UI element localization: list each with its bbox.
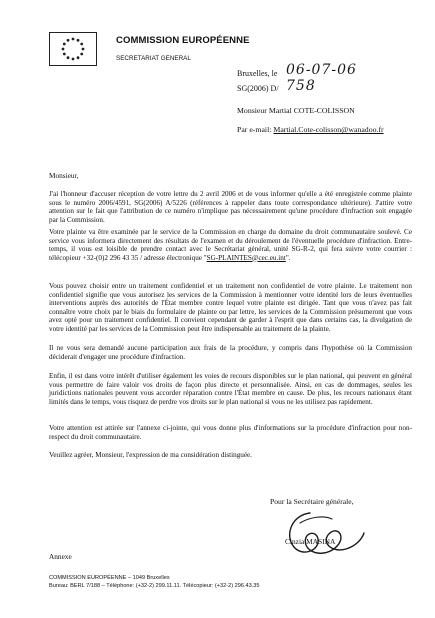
annex-label: Annexe	[49, 552, 72, 561]
paragraph-costs: Il ne vous sera demandé aucune participation aux frais de la procédure, y compris dans l'hypothèse où la Commission déciderait d'engager une procédure d'infraction.	[49, 344, 412, 361]
recipient-name: Monsieur Martial COTE-COLISSON	[237, 106, 355, 115]
paragraph-annex-info: Votre attention est attirée sur l'annexe ci-jointe, qui vous donne plus d'informations sur la procédure d'infraction pour non-respect du droit communautaire.	[49, 424, 412, 441]
recipient-email-line	[237, 125, 384, 134]
footer-address: COMMISSION EUROPÉENNE – 1049 Bruxelles	[49, 575, 170, 581]
eu-stars-logo-icon	[49, 32, 97, 66]
complaints-email-link[interactable]: SG-PLAINTES@cec.eu.int	[206, 253, 286, 262]
place-label: Bruxelles, le	[237, 69, 278, 78]
paragraph-acknowledgement: J'ai l'honneur d'accuser réception de votre lettre du 2 avril 2006 et de vous informer qu'elle a été enregistrée comme plainte sous le numéro 2006/4591, SG(2006) A/5226 (références à rappeler dans toute correspondance ultérieure). J'attire votre attention sur le fait que l'attribution de ce numéro n'implique pas nécessairement qu'une procédure d'infraction soit engagée par la Commission.	[49, 190, 412, 224]
paragraph-closing: Veuillez agréer, Monsieur, l'expression de ma considération distinguée.	[49, 451, 252, 459]
salutation: Monsieur,	[49, 171, 79, 180]
signature-closing: Pour la Secrétaire générale,	[270, 497, 354, 506]
paragraph-examination-end: ".	[285, 253, 291, 262]
handwritten-date: 06-07-06	[286, 62, 357, 78]
paragraph-examination	[49, 228, 412, 262]
paragraph-examination-text: Votre plainte va être examinée par le service de la Commission en charge du domaine du droit communautaire soulevé. Ce service vous informera directement des résultats de l'examen et du déroulement de l'éventuelle procédure d'infraction. Entre-temps, il vous est loisible de prendre contact avec le Secrétariat général, unité SG-R-2, qui fera suivre votre courrier : télécopieur +32-(0)2 296 43 35 / adresse électronique "	[49, 228, 412, 262]
department-name: SECRETARIAT GENERAL	[116, 55, 191, 62]
signature-scribble-icon	[280, 505, 370, 560]
footer-contacts: Bureau: BERL 7/188 – Téléphone: (+32-2) 299.11.11. Télécopieur: (+32-2) 296.43.35	[49, 583, 260, 589]
paragraph-confidentiality: Vous pouvez choisir entre un traitement confidentiel et un traitement non confidentiel de votre plainte. Le traitement non confidentiel signifie que vous autorisez les services de la Commission à mentionner votre identité lors de leurs éventuelles interventions auprès des autorités de l'État membre contre lequel votre plainte est dirigée. Tant que vous n'avez pas fait connaître votre choix par le biais du formulaire de plainte ou par lettre, les services de la Commission présumeront que vous avez opté pour un traitement confidentiel. Il convient cependant de garder à l'esprit que dans certains cas, la divulgation de votre identité par les services de la Commission peut être indispensable au traitement de la plainte.	[49, 282, 412, 333]
reference-label: SG(2006) D/	[237, 84, 279, 93]
handwritten-reference: 758	[286, 78, 316, 94]
email-label: Par e-mail:	[237, 125, 272, 134]
paragraph-national-remedies: Enfin, il est dans votre intérêt d'utiliser également les voies de recours disponibles sur le plan national, qui peuvent en général vous permettre de faire valoir vos droits de façon plus directe et personnalisée. Ainsi, en cas de dommages, seules les juridictions nationales peuvent vous accorder réparation contre l'État membre en cause. De plus, les recours nationaux étant limités dans le temps, vous risquez de perdre vos droits sur le plan national si vous ne les utilisez pas rapidement.	[49, 372, 412, 406]
signatory-name: Cinzia MASINA	[285, 537, 336, 546]
organization-name: COMMISSION EUROPÉENNE	[116, 35, 250, 46]
recipient-email-link[interactable]: Martial.Cote-colisson@wanadoo.fr	[273, 125, 384, 134]
